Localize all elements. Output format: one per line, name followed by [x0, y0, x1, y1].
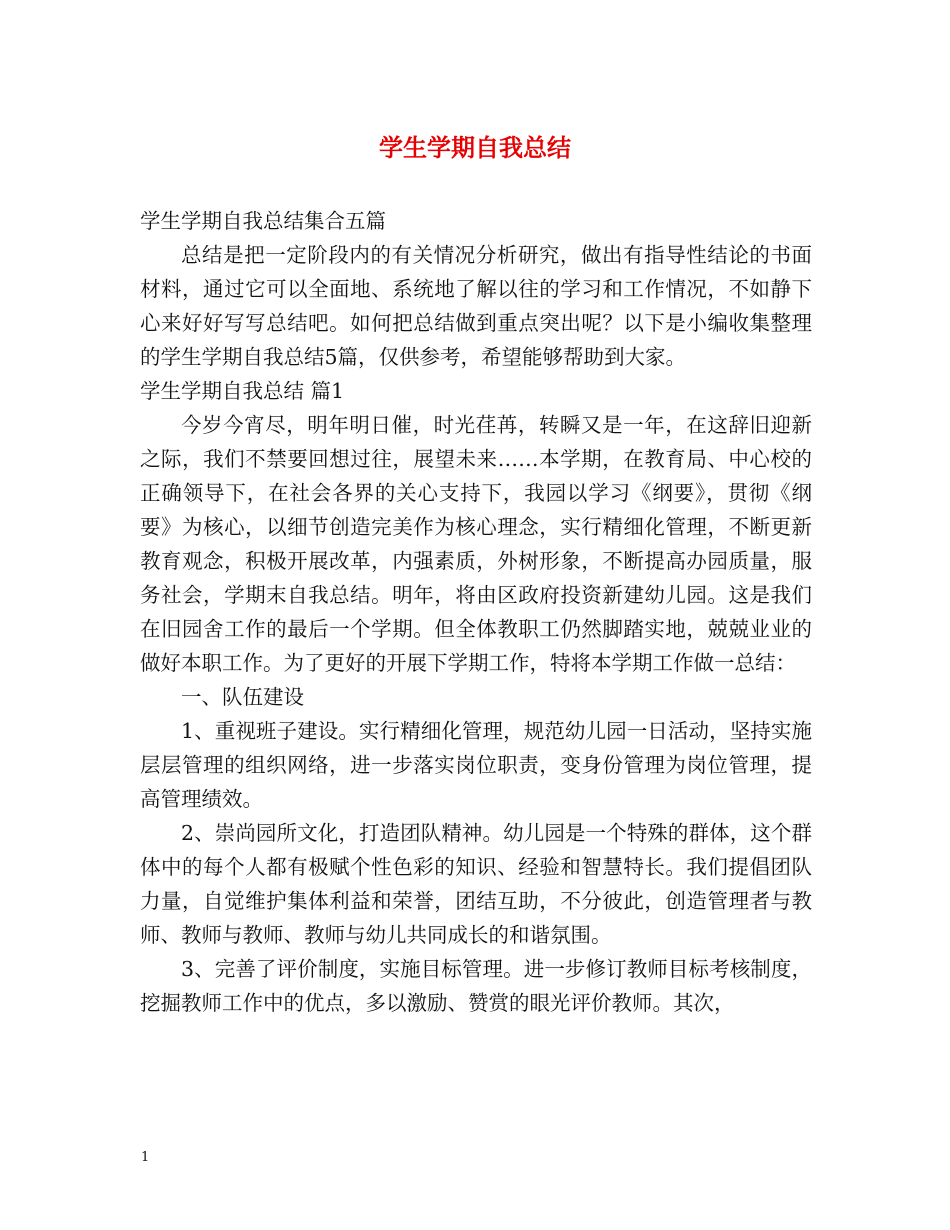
paragraph: 一、队伍建设 — [181, 685, 304, 709]
paragraph: 2、崇尚园所文化，打造团队精神。幼儿园是一个特殊的群体，这个群体中的每个人都有极赋个性色彩的知识、经验和智慧特长。我们提倡团队力量，自觉维护集体利益和荣誉，团结互助，不分彼此，创造管理者与教师、教师与教师、教师与幼儿共同成长的和谐氛围。 — [140, 821, 812, 947]
paragraph: 学生学期自我总结集合五篇 — [140, 209, 386, 233]
paragraph: 学生学期自我总结 篇1 — [140, 379, 345, 403]
paragraph: 1、重视班子建设。实行精细化管理，规范幼儿园一日活动，坚持实施层层管理的组织网络，进一步落实岗位职责，变身份管理为岗位管理，提高管理绩效。 — [140, 719, 812, 811]
paragraph: 总结是把一定阶段内的有关情况分析研究，做出有指导性结论的书面材料，通过它可以全面地、系统地了解以往的学习和工作情况，不如静下心来好好写写总结吧。如何把总结做到重点突出呢？以下是小编收集整理的学生学期自我总结5篇，仅供参考，希望能够帮助到大家。 — [140, 243, 812, 369]
page-number: 1 — [141, 1150, 150, 1165]
paragraph: 今岁今宵尽，明年明日催，时光荏苒，转瞬又是一年，在这辞旧迎新之际，我们不禁要回想过往，展望未来……本学期，在教育局、中心校的正确领导下，在社会各界的关心支持下，我园以学习《纲要》，贯彻《纲要》为核心，以细节创造完美作为核心理念，实行精细化管理，不断更新教育观念，积极开展改革，内强素质，外树形象，不断提高办园质量，服务社会，学期末自我总结。明年，将由区政府投资新建幼儿园。这是我们在旧园舍工作的最后一个学期。但全体教职工仍然脚踏实地，兢兢业业的做好本职工作。为了更好的开展下学期工作，特将本学期工作做一总结： — [140, 413, 812, 675]
paragraph: 3、完善了评价制度，实施目标管理。进一步修订教师目标考核制度，挖掘教师工作中的优点，多以激励、赞赏的眼光评价教师。其次， — [140, 957, 812, 1015]
document-title: 学生学期自我总结 — [379, 133, 571, 162]
document-body — [140, 204, 812, 1020]
